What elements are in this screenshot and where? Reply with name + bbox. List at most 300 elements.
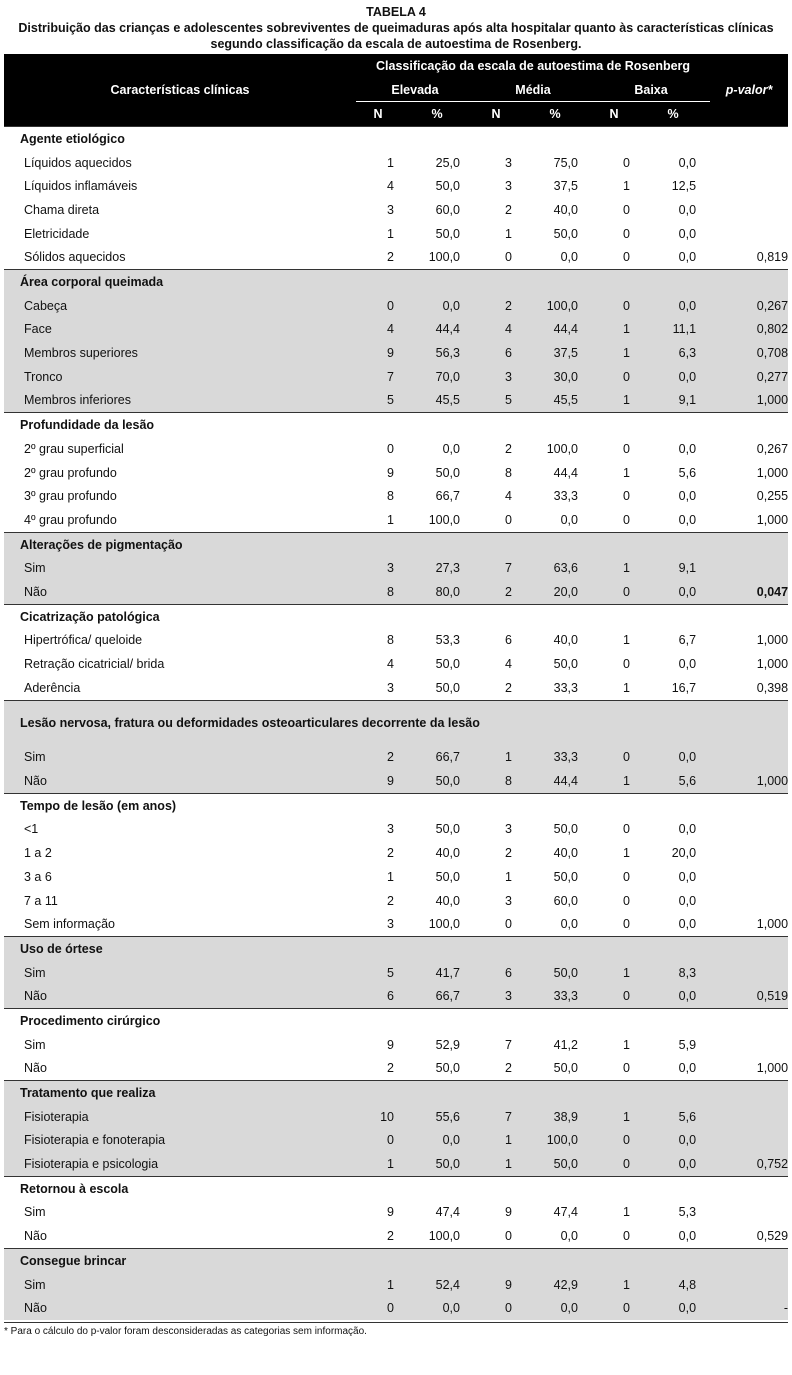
- cell-pct-elevada: 0,0: [442, 441, 460, 456]
- cell-pct-baixa: 12,5: [671, 179, 697, 194]
- row-label: Tronco: [24, 369, 63, 384]
- cell-pct-media: 37,5: [553, 179, 578, 194]
- cell-p-value: [710, 1033, 788, 1057]
- cell-pct-baixa: 0,0: [678, 1301, 697, 1316]
- cell-n-media: 3: [505, 155, 512, 170]
- cell-pct-elevada: 0,0: [442, 1133, 460, 1148]
- row-label: 2º grau superficial: [24, 441, 124, 456]
- cell-pct-media: 40,0: [553, 633, 578, 648]
- table-group: [4, 1081, 788, 1177]
- row-label: Cabeça: [24, 298, 68, 313]
- cell-pct-media: 44,4: [553, 322, 578, 337]
- cell-p-value: 0,398: [756, 680, 789, 695]
- cell-n-elevada: 4: [387, 657, 394, 672]
- cell-n-media: 5: [505, 393, 512, 408]
- cell-pct-elevada: 50,0: [435, 1157, 460, 1172]
- cell-n-baixa: 1: [623, 346, 630, 361]
- table-group: [4, 127, 788, 270]
- cell-pct-media: 0,0: [560, 917, 578, 932]
- cell-n-elevada: 4: [387, 322, 394, 337]
- row-label: Hipertrófica/ queloide: [24, 633, 143, 648]
- cell-pct-baixa: 4,8: [678, 1277, 697, 1292]
- row-label: Sem informação: [24, 917, 116, 932]
- cell-n-media: 9: [505, 1205, 512, 1220]
- row-label: Sim: [24, 1037, 46, 1052]
- cell-n-media: 7: [505, 1037, 512, 1052]
- cell-n-media: 4: [505, 657, 512, 672]
- cell-pct-media: 33,3: [553, 989, 578, 1004]
- cell-pct-elevada: 45,5: [435, 393, 460, 408]
- cell-n-elevada: 9: [387, 346, 394, 361]
- cell-pct-media: 20,0: [553, 584, 578, 599]
- cell-pct-elevada: 47,4: [435, 1205, 460, 1220]
- row-label: Aderência: [24, 680, 81, 695]
- cell-pct-elevada: 55,6: [435, 1109, 460, 1124]
- cell-pct-elevada: 52,4: [435, 1277, 460, 1292]
- cell-n-elevada: 2: [387, 1061, 394, 1076]
- cell-pct-media: 41,2: [553, 1037, 578, 1052]
- cell-pct-media: 60,0: [553, 893, 578, 908]
- group-title: Uso de órtese: [20, 941, 103, 956]
- cell-n-baixa: 1: [623, 774, 630, 789]
- cell-n-media: 0: [505, 1301, 512, 1316]
- cell-n-media: 2: [505, 680, 512, 695]
- cell-n-elevada: 8: [387, 584, 394, 599]
- cell-p-value: 0,529: [756, 1229, 789, 1244]
- table-row: [4, 318, 788, 342]
- cell-n-baixa: 1: [623, 393, 630, 408]
- cell-pct-media: 40,0: [553, 202, 578, 217]
- table-row: [4, 508, 788, 532]
- cell-pct-media: 63,6: [553, 561, 578, 576]
- table-row: [4, 1105, 788, 1129]
- cell-pct-baixa: 5,6: [678, 1109, 697, 1124]
- cell-p-value: 0,752: [756, 1157, 789, 1172]
- group-title: Retornou à escola: [20, 1181, 129, 1196]
- row-label: Sim: [24, 750, 46, 765]
- cell-n-elevada: 3: [387, 917, 394, 932]
- table-group: [4, 413, 788, 532]
- cell-n-elevada: 3: [387, 561, 394, 576]
- cell-pct-elevada: 50,0: [435, 465, 460, 480]
- cell-pct-media: 45,5: [553, 393, 578, 408]
- cell-p-value: [710, 841, 788, 865]
- group-title-row: [4, 413, 788, 437]
- cell-n-media: 2: [505, 846, 512, 861]
- group-title: Profundidade da lesão: [20, 418, 155, 433]
- cell-p-value: [710, 174, 788, 198]
- cell-pct-elevada: 25,0: [435, 155, 460, 170]
- cell-pct-elevada: 53,3: [435, 633, 460, 648]
- cell-p-value: [710, 198, 788, 222]
- table-row: [4, 198, 788, 222]
- cell-n-media: 1: [505, 1133, 512, 1148]
- cell-n-media: 0: [505, 250, 512, 265]
- cell-p-value: [710, 1129, 788, 1153]
- table-group: [4, 1009, 788, 1081]
- cell-p-value: 1,000: [756, 1061, 789, 1076]
- group-title-row: [4, 937, 788, 961]
- cell-n-elevada: 5: [387, 965, 394, 980]
- cell-n-media: 0: [505, 512, 512, 527]
- cell-pct-media: 50,0: [553, 1157, 578, 1172]
- cell-n-elevada: 0: [387, 1133, 394, 1148]
- cell-p-value: -: [783, 1301, 789, 1316]
- cell-pct-baixa: 9,1: [678, 561, 697, 576]
- cell-pct-media: 50,0: [553, 1061, 578, 1076]
- cell-pct-media: 0,0: [560, 250, 578, 265]
- cell-p-value: 0,267: [756, 298, 789, 313]
- cell-n-baixa: 0: [623, 1301, 630, 1316]
- cell-p-value: 0,802: [756, 322, 789, 337]
- group-title: Procedimento cirúrgico: [20, 1013, 161, 1028]
- cell-pct-media: 44,4: [553, 774, 578, 789]
- cell-n-media: 4: [505, 322, 512, 337]
- cell-n-baixa: 1: [623, 633, 630, 648]
- row-label: 1 a 2: [24, 846, 52, 861]
- row-label: Sim: [24, 1205, 46, 1220]
- cell-n-elevada: 9: [387, 774, 394, 789]
- n-header: N: [491, 107, 501, 122]
- table-group: [4, 270, 788, 413]
- cell-pct-baixa: 0,0: [678, 1229, 697, 1244]
- cell-p-value: 1,000: [756, 633, 789, 648]
- table-group: [4, 1249, 788, 1321]
- table-row: [4, 365, 788, 389]
- cell-n-media: 3: [505, 822, 512, 837]
- cell-pct-elevada: 100,0: [428, 512, 460, 527]
- cell-pct-elevada: 56,3: [435, 346, 460, 361]
- cell-n-elevada: 1: [387, 1277, 394, 1292]
- table-row: [4, 1201, 788, 1225]
- cell-p-value: 0,255: [756, 489, 789, 504]
- cell-n-media: 1: [505, 226, 512, 241]
- cell-pct-media: 0,0: [560, 512, 578, 527]
- table-row: [4, 652, 788, 676]
- cell-n-media: 4: [505, 489, 512, 504]
- cell-n-media: 9: [505, 1277, 512, 1292]
- cell-pct-baixa: 11,1: [672, 322, 697, 337]
- table-row: [4, 1273, 788, 1297]
- group-title: Tratamento que realiza: [20, 1086, 156, 1101]
- cell-n-media: 0: [505, 917, 512, 932]
- cell-n-baixa: 0: [623, 989, 630, 1004]
- cell-n-media: 1: [505, 869, 512, 884]
- cell-p-value: 0,267: [756, 441, 789, 456]
- cell-n-media: 3: [505, 893, 512, 908]
- cell-n-elevada: 3: [387, 202, 394, 217]
- table-row: [4, 865, 788, 889]
- cell-pct-elevada: 66,7: [435, 989, 460, 1004]
- table-row: [4, 1057, 788, 1081]
- cell-pct-elevada: 100,0: [428, 250, 460, 265]
- cell-n-baixa: 1: [623, 1037, 630, 1052]
- cell-n-baixa: 0: [623, 202, 630, 217]
- cell-n-media: 7: [505, 561, 512, 576]
- pct-header: %: [667, 107, 679, 122]
- row-label: Retração cicatricial/ brida: [24, 657, 165, 672]
- cell-n-media: 6: [505, 965, 512, 980]
- cell-p-value: 0,708: [756, 346, 789, 361]
- cell-p-value: 0,277: [756, 369, 789, 384]
- cell-n-elevada: 2: [387, 893, 394, 908]
- cell-pct-elevada: 50,0: [435, 680, 460, 695]
- table-row: [4, 484, 788, 508]
- cell-n-elevada: 10: [380, 1109, 394, 1124]
- pvalue-header: p-valor*: [725, 83, 773, 98]
- row-label: Face: [24, 322, 52, 337]
- row-label: 3º grau profundo: [24, 489, 117, 504]
- cell-p-value: [710, 961, 788, 985]
- row-label: Não: [24, 1061, 47, 1076]
- group-title: Agente etiológico: [20, 131, 125, 146]
- cell-pct-media: 40,0: [553, 846, 578, 861]
- table-row: [4, 1224, 788, 1248]
- cell-pct-baixa: 0,0: [678, 202, 697, 217]
- table-row: [4, 961, 788, 985]
- cell-p-value: 1,000: [756, 657, 789, 672]
- cell-n-elevada: 7: [387, 369, 394, 384]
- cell-pct-elevada: 70,0: [435, 369, 460, 384]
- cell-p-value: 1,000: [756, 465, 789, 480]
- row-label: Membros superiores: [24, 346, 138, 361]
- table-group: [4, 604, 788, 700]
- cell-pct-elevada: 50,0: [435, 657, 460, 672]
- group-title: Cicatrização patológica: [20, 609, 160, 624]
- cell-n-media: 2: [505, 584, 512, 599]
- cell-n-media: 3: [505, 179, 512, 194]
- cell-n-baixa: 0: [623, 1229, 630, 1244]
- cell-pct-baixa: 5,6: [678, 465, 697, 480]
- table-row: [4, 676, 788, 700]
- footnote: * Para o cálculo do p-valor foram desconsideradas as categorias sem informação.: [4, 1322, 788, 1337]
- cell-n-elevada: 3: [387, 680, 394, 695]
- cell-n-baixa: 1: [623, 561, 630, 576]
- cell-n-media: 6: [505, 346, 512, 361]
- group-title: Consegue brincar: [20, 1253, 127, 1268]
- cell-pct-baixa: 0,0: [678, 989, 697, 1004]
- cell-n-baixa: 0: [623, 917, 630, 932]
- row-label: Eletricidade: [24, 226, 90, 241]
- group-title-row: [4, 1009, 788, 1033]
- cell-pct-baixa: 6,3: [678, 346, 697, 361]
- cell-n-baixa: 1: [623, 965, 630, 980]
- group-title-row: [4, 1081, 788, 1105]
- cell-p-value: 0,819: [756, 250, 789, 265]
- cell-pct-baixa: 0,0: [678, 917, 697, 932]
- cell-n-baixa: 0: [623, 441, 630, 456]
- cell-pct-baixa: 0,0: [678, 489, 697, 504]
- cell-n-elevada: 1: [387, 1157, 394, 1172]
- cell-pct-baixa: 0,0: [678, 298, 697, 313]
- cell-pct-elevada: 50,0: [435, 226, 460, 241]
- row-label: 7 a 11: [24, 893, 58, 908]
- cell-pct-baixa: 0,0: [678, 155, 697, 170]
- group-title-row: [4, 270, 788, 294]
- cell-pct-media: 33,3: [553, 489, 578, 504]
- group-title: Alterações de pigmentação: [20, 537, 183, 552]
- cell-pct-baixa: 0,0: [678, 512, 697, 527]
- group-title-row: [4, 127, 788, 151]
- row-label: Sim: [24, 561, 46, 576]
- row-label: Fisioterapia e fonoterapia: [24, 1133, 166, 1148]
- cell-n-baixa: 1: [623, 846, 630, 861]
- cell-p-value: [710, 1105, 788, 1129]
- cell-pct-elevada: 100,0: [428, 917, 460, 932]
- cell-n-media: 2: [505, 298, 512, 313]
- cell-pct-elevada: 0,0: [442, 1301, 460, 1316]
- cell-n-elevada: 8: [387, 489, 394, 504]
- cell-pct-elevada: 50,0: [435, 869, 460, 884]
- table-row: [4, 389, 788, 413]
- cell-n-media: 1: [505, 1157, 512, 1172]
- pct-header: %: [549, 107, 561, 122]
- cell-pct-media: 75,0: [553, 155, 578, 170]
- cell-pct-elevada: 40,0: [435, 846, 460, 861]
- cell-n-elevada: 0: [387, 298, 394, 313]
- table-row: [4, 580, 788, 604]
- row-label: Sim: [24, 1277, 46, 1292]
- cell-n-elevada: 1: [387, 155, 394, 170]
- cell-pct-baixa: 0,0: [678, 1133, 697, 1148]
- cell-n-baixa: 0: [623, 226, 630, 241]
- group-title: Lesão nervosa, fratura ou deformidades osteoarticulares decorrente da lesão: [20, 716, 480, 731]
- cell-n-baixa: 0: [623, 869, 630, 884]
- group-title-row: [4, 1176, 788, 1200]
- table-row: [4, 461, 788, 485]
- table-row: [4, 246, 788, 270]
- cell-n-elevada: 2: [387, 250, 394, 265]
- cell-n-elevada: 1: [387, 869, 394, 884]
- cell-p-value: [710, 889, 788, 913]
- cell-pct-media: 50,0: [553, 657, 578, 672]
- table-group: [4, 700, 788, 793]
- cell-pct-media: 33,3: [553, 680, 578, 695]
- table-row: [4, 1296, 788, 1320]
- level-header-elevada: Elevada: [356, 78, 474, 102]
- cell-n-media: 7: [505, 1109, 512, 1124]
- cell-pct-media: 37,5: [553, 346, 578, 361]
- cell-n-baixa: 0: [623, 822, 630, 837]
- group-title-row: [4, 604, 788, 628]
- table-row: [4, 889, 788, 913]
- cell-pct-media: 50,0: [553, 226, 578, 241]
- row-label: Fisioterapia: [24, 1109, 89, 1124]
- cell-n-media: 3: [505, 369, 512, 384]
- table-row: [4, 222, 788, 246]
- row-label-header: Características clínicas: [110, 83, 250, 98]
- cell-pct-media: 42,9: [553, 1277, 578, 1292]
- table-row: [4, 912, 788, 936]
- row-label: 3 a 6: [24, 869, 52, 884]
- cell-n-elevada: 8: [387, 633, 394, 648]
- cell-pct-media: 0,0: [560, 1229, 578, 1244]
- cell-pct-baixa: 5,3: [678, 1205, 697, 1220]
- table-row: [4, 1033, 788, 1057]
- cell-p-value: 1,000: [756, 917, 789, 932]
- cell-pct-baixa: 0,0: [678, 657, 697, 672]
- table-group: [4, 1176, 788, 1248]
- cell-pct-media: 30,0: [553, 369, 578, 384]
- cell-pct-elevada: 52,9: [435, 1037, 460, 1052]
- table-row: [4, 437, 788, 461]
- cell-n-media: 2: [505, 441, 512, 456]
- cell-pct-baixa: 0,0: [678, 869, 697, 884]
- cell-n-media: 3: [505, 989, 512, 1004]
- group-title: Tempo de lesão (em anos): [20, 798, 177, 813]
- cell-p-value: 0,047: [756, 584, 789, 599]
- row-label: Chama direta: [24, 202, 100, 217]
- table-row: [4, 629, 788, 653]
- row-label: 4º grau profundo: [24, 512, 117, 527]
- row-label: Não: [24, 1229, 47, 1244]
- n-header: N: [609, 107, 619, 122]
- cell-n-media: 6: [505, 633, 512, 648]
- cell-n-baixa: 1: [623, 1205, 630, 1220]
- cell-n-elevada: 0: [387, 441, 394, 456]
- cell-pct-baixa: 0,0: [678, 369, 697, 384]
- group-header: Classificação da escala de autoestima de Rosenberg: [376, 58, 691, 73]
- cell-pct-elevada: 27,3: [435, 561, 460, 576]
- cell-pct-elevada: 44,4: [435, 322, 460, 337]
- cell-pct-media: 50,0: [553, 869, 578, 884]
- table-group: [4, 937, 788, 1009]
- cell-pct-elevada: 0,0: [442, 298, 460, 313]
- cell-p-value: [710, 1201, 788, 1225]
- cell-n-baixa: 0: [623, 155, 630, 170]
- table-row: [4, 746, 788, 770]
- cell-pct-elevada: 50,0: [435, 774, 460, 789]
- cell-n-baixa: 1: [623, 322, 630, 337]
- cell-n-baixa: 1: [623, 465, 630, 480]
- group-title-row: [4, 532, 788, 556]
- cell-n-baixa: 0: [623, 750, 630, 765]
- cell-pct-baixa: 16,7: [671, 680, 697, 695]
- cell-p-value: 1,000: [756, 512, 789, 527]
- cell-pct-media: 33,3: [553, 750, 578, 765]
- cell-n-baixa: 0: [623, 1157, 630, 1172]
- table-row: [4, 769, 788, 793]
- row-label: Não: [24, 584, 47, 599]
- table-row: [4, 341, 788, 365]
- cell-p-value: [710, 746, 788, 770]
- cell-n-baixa: 0: [623, 1061, 630, 1076]
- row-label: Não: [24, 989, 47, 1004]
- cell-pct-baixa: 20,0: [671, 846, 697, 861]
- cell-p-value: [710, 151, 788, 175]
- cell-pct-baixa: 0,0: [678, 584, 697, 599]
- cell-n-elevada: 5: [387, 393, 394, 408]
- cell-pct-baixa: 0,0: [678, 893, 697, 908]
- cell-n-media: 8: [505, 774, 512, 789]
- cell-pct-baixa: 6,7: [678, 633, 697, 648]
- row-label: Não: [24, 1301, 47, 1316]
- cell-pct-elevada: 100,0: [428, 1229, 460, 1244]
- cell-pct-baixa: 0,0: [678, 250, 697, 265]
- cell-n-elevada: 9: [387, 465, 394, 480]
- cell-pct-media: 50,0: [553, 822, 578, 837]
- pct-header: %: [431, 107, 443, 122]
- cell-pct-media: 44,4: [553, 465, 578, 480]
- cell-pct-media: 100,0: [546, 298, 578, 313]
- cell-n-elevada: 1: [387, 226, 394, 241]
- table-row: [4, 174, 788, 198]
- cell-n-baixa: 1: [623, 179, 630, 194]
- cell-n-baixa: 0: [623, 893, 630, 908]
- n-header: N: [373, 107, 383, 122]
- cell-n-baixa: 0: [623, 657, 630, 672]
- row-label: Fisioterapia e psicologia: [24, 1157, 159, 1172]
